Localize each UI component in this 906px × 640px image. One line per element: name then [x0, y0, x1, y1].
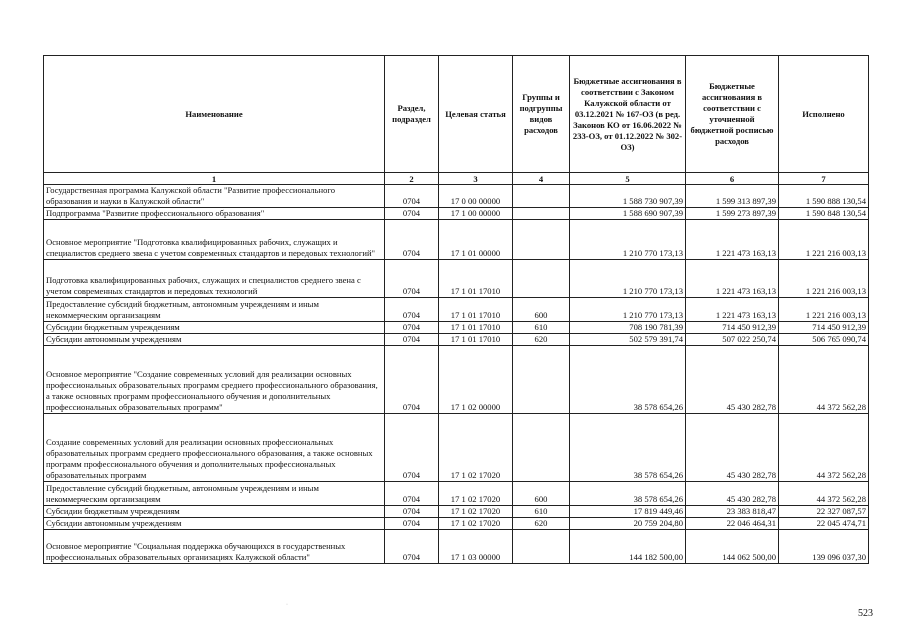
- row-target: 17 1 02 17020: [439, 414, 513, 482]
- table-row: [44, 506, 869, 518]
- header-executed: Исполнено: [779, 56, 869, 173]
- row-group: 610: [513, 322, 570, 334]
- column-number: 1: [44, 173, 385, 185]
- table-row: [44, 334, 869, 346]
- row-refined-allocation: 1 221 473 163,13: [686, 298, 779, 322]
- row-name: Государственная программа Калужской области "Развитие профессионального образования и науки в Калужской области": [44, 185, 385, 208]
- row-executed: 714 450 912,39: [779, 322, 869, 334]
- column-number: 5: [570, 173, 686, 185]
- budget-table: [43, 55, 869, 564]
- row-refined-allocation: 22 046 464,31: [686, 518, 779, 530]
- row-section: 0704: [385, 482, 439, 506]
- row-law-allocation: 502 579 391,74: [570, 334, 686, 346]
- row-executed: 1 590 848 130,54: [779, 208, 869, 220]
- header-target: Целевая статья: [439, 56, 513, 173]
- row-group: [513, 530, 570, 564]
- column-number-row: [44, 173, 869, 185]
- row-refined-allocation: 1 599 273 897,39: [686, 208, 779, 220]
- column-number: 4: [513, 173, 570, 185]
- row-executed: 44 372 562,28: [779, 346, 869, 414]
- table-row: [44, 414, 869, 482]
- row-executed: 506 765 090,74: [779, 334, 869, 346]
- table-row: [44, 260, 869, 298]
- row-executed: 1 590 888 130,54: [779, 185, 869, 208]
- row-section: 0704: [385, 506, 439, 518]
- table-row: [44, 208, 869, 220]
- row-target: 17 1 01 17010: [439, 260, 513, 298]
- row-target: 17 1 03 00000: [439, 530, 513, 564]
- row-name: Подпрограмма "Развитие профессионального образования": [44, 208, 385, 220]
- column-number: 3: [439, 173, 513, 185]
- table-row: [44, 530, 869, 564]
- header-law-allocations: Бюджетные ассигнования в соответствии с Законом Калужской области от 03.12.2021 № 167-ОЗ (в ред. Законов КО от 16.06.2022 № 233-ОЗ, от 01.12.2022 № 302-ОЗ): [570, 56, 686, 173]
- row-section: 0704: [385, 298, 439, 322]
- header-refined-allocations: Бюджетные ассигнования в соответствии с уточненной бюджетной росписью расходов: [686, 56, 779, 173]
- row-name: Субсидии бюджетным учреждениям: [44, 322, 385, 334]
- header-groups: Группы и подгруппы видов расходов: [513, 56, 570, 173]
- row-section: 0704: [385, 208, 439, 220]
- row-refined-allocation: 45 430 282,78: [686, 346, 779, 414]
- table-row: [44, 220, 869, 260]
- row-refined-allocation: 144 062 500,00: [686, 530, 779, 564]
- row-law-allocation: 144 182 500,00: [570, 530, 686, 564]
- row-target: 17 1 02 17020: [439, 518, 513, 530]
- row-law-allocation: 1 210 770 173,13: [570, 220, 686, 260]
- row-group: [513, 346, 570, 414]
- row-executed: 139 096 037,30: [779, 530, 869, 564]
- row-group: 610: [513, 506, 570, 518]
- column-number: 6: [686, 173, 779, 185]
- row-target: 17 1 01 00000: [439, 220, 513, 260]
- row-name: Предоставление субсидий бюджетным, автономным учреждениям и иным некоммерческим организациям: [44, 482, 385, 506]
- row-group: [513, 260, 570, 298]
- row-executed: 1 221 216 003,13: [779, 298, 869, 322]
- row-section: 0704: [385, 220, 439, 260]
- header-name: Наименование: [44, 56, 385, 173]
- row-target: 17 1 02 17020: [439, 482, 513, 506]
- table-row: [44, 322, 869, 334]
- row-group: 620: [513, 334, 570, 346]
- row-law-allocation: 1 210 770 173,13: [570, 260, 686, 298]
- row-law-allocation: 38 578 654,26: [570, 346, 686, 414]
- row-name: Субсидии автономным учреждениям: [44, 518, 385, 530]
- row-group: [513, 185, 570, 208]
- row-section: 0704: [385, 518, 439, 530]
- row-group: 620: [513, 518, 570, 530]
- row-name: Основное мероприятие "Создание современных условий для реализации основных профессиональных образовательных программ среднего профессионального образования, а также основных программ профессионального обучения и дополнительных профессиональных образовательных программ": [44, 346, 385, 414]
- table-row: [44, 346, 869, 414]
- row-refined-allocation: 45 430 282,78: [686, 414, 779, 482]
- row-refined-allocation: 1 221 473 163,13: [686, 260, 779, 298]
- row-law-allocation: 1 588 690 907,39: [570, 208, 686, 220]
- row-target: 17 1 01 17010: [439, 298, 513, 322]
- row-refined-allocation: 1 221 473 163,13: [686, 220, 779, 260]
- table-body: [44, 185, 869, 564]
- row-executed: 44 372 562,28: [779, 482, 869, 506]
- row-law-allocation: 38 578 654,26: [570, 482, 686, 506]
- row-name: Основное мероприятие "Подготовка квалифицированных рабочих, служащих и специалистов среднего звена с учетом современных стандартов и передовых технологий": [44, 220, 385, 260]
- row-refined-allocation: 45 430 282,78: [686, 482, 779, 506]
- row-name: Субсидии автономным учреждениям: [44, 334, 385, 346]
- scan-speck: ·: [286, 602, 288, 608]
- row-executed: 22 327 087,57: [779, 506, 869, 518]
- row-group: 600: [513, 298, 570, 322]
- row-section: 0704: [385, 334, 439, 346]
- column-number: 7: [779, 173, 869, 185]
- row-group: [513, 414, 570, 482]
- row-group: [513, 220, 570, 260]
- row-section: 0704: [385, 260, 439, 298]
- column-number: 2: [385, 173, 439, 185]
- table-row: [44, 185, 869, 208]
- row-name: Предоставление субсидий бюджетным, автономным учреждениям и иным некоммерческим организациям: [44, 298, 385, 322]
- row-target: 17 0 00 00000: [439, 185, 513, 208]
- row-name: Создание современных условий для реализации основных профессиональных образовательных программ среднего профессионального образования, а также основных программ профессионального обучения и дополнительных профессиональных образовательных программ: [44, 414, 385, 482]
- row-name: Основное мероприятие "Социальная поддержка обучающихся в государственных профессиональных образовательных организациях Калужской области": [44, 530, 385, 564]
- row-section: 0704: [385, 322, 439, 334]
- row-law-allocation: 708 190 781,39: [570, 322, 686, 334]
- row-target: 17 1 02 00000: [439, 346, 513, 414]
- row-refined-allocation: 507 022 250,74: [686, 334, 779, 346]
- row-refined-allocation: 1 599 313 897,39: [686, 185, 779, 208]
- row-executed: 1 221 216 003,13: [779, 260, 869, 298]
- row-refined-allocation: 23 383 818,47: [686, 506, 779, 518]
- row-name: Подготовка квалифицированных рабочих, служащих и специалистов среднего звена с учетом современных стандартов и передовых технологий: [44, 260, 385, 298]
- row-target: 17 1 01 17010: [439, 334, 513, 346]
- row-executed: 44 372 562,28: [779, 414, 869, 482]
- row-section: 0704: [385, 346, 439, 414]
- row-law-allocation: 38 578 654,26: [570, 414, 686, 482]
- row-law-allocation: 1 588 730 907,39: [570, 185, 686, 208]
- row-target: 17 1 01 17010: [439, 322, 513, 334]
- row-section: 0704: [385, 530, 439, 564]
- page-number: 523: [858, 608, 873, 619]
- header-section: Раздел, подраздел: [385, 56, 439, 173]
- table-row: [44, 482, 869, 506]
- row-section: 0704: [385, 185, 439, 208]
- row-target: 17 1 02 17020: [439, 506, 513, 518]
- row-section: 0704: [385, 414, 439, 482]
- row-name: Субсидии бюджетным учреждениям: [44, 506, 385, 518]
- row-refined-allocation: 714 450 912,39: [686, 322, 779, 334]
- row-group: [513, 208, 570, 220]
- row-law-allocation: 17 819 449,46: [570, 506, 686, 518]
- table-row: [44, 298, 869, 322]
- row-law-allocation: 1 210 770 173,13: [570, 298, 686, 322]
- row-executed: 1 221 216 003,13: [779, 220, 869, 260]
- row-target: 17 1 00 00000: [439, 208, 513, 220]
- header-row: [44, 56, 869, 173]
- row-executed: 22 045 474,71: [779, 518, 869, 530]
- row-law-allocation: 20 759 204,80: [570, 518, 686, 530]
- table-row: [44, 518, 869, 530]
- row-group: 600: [513, 482, 570, 506]
